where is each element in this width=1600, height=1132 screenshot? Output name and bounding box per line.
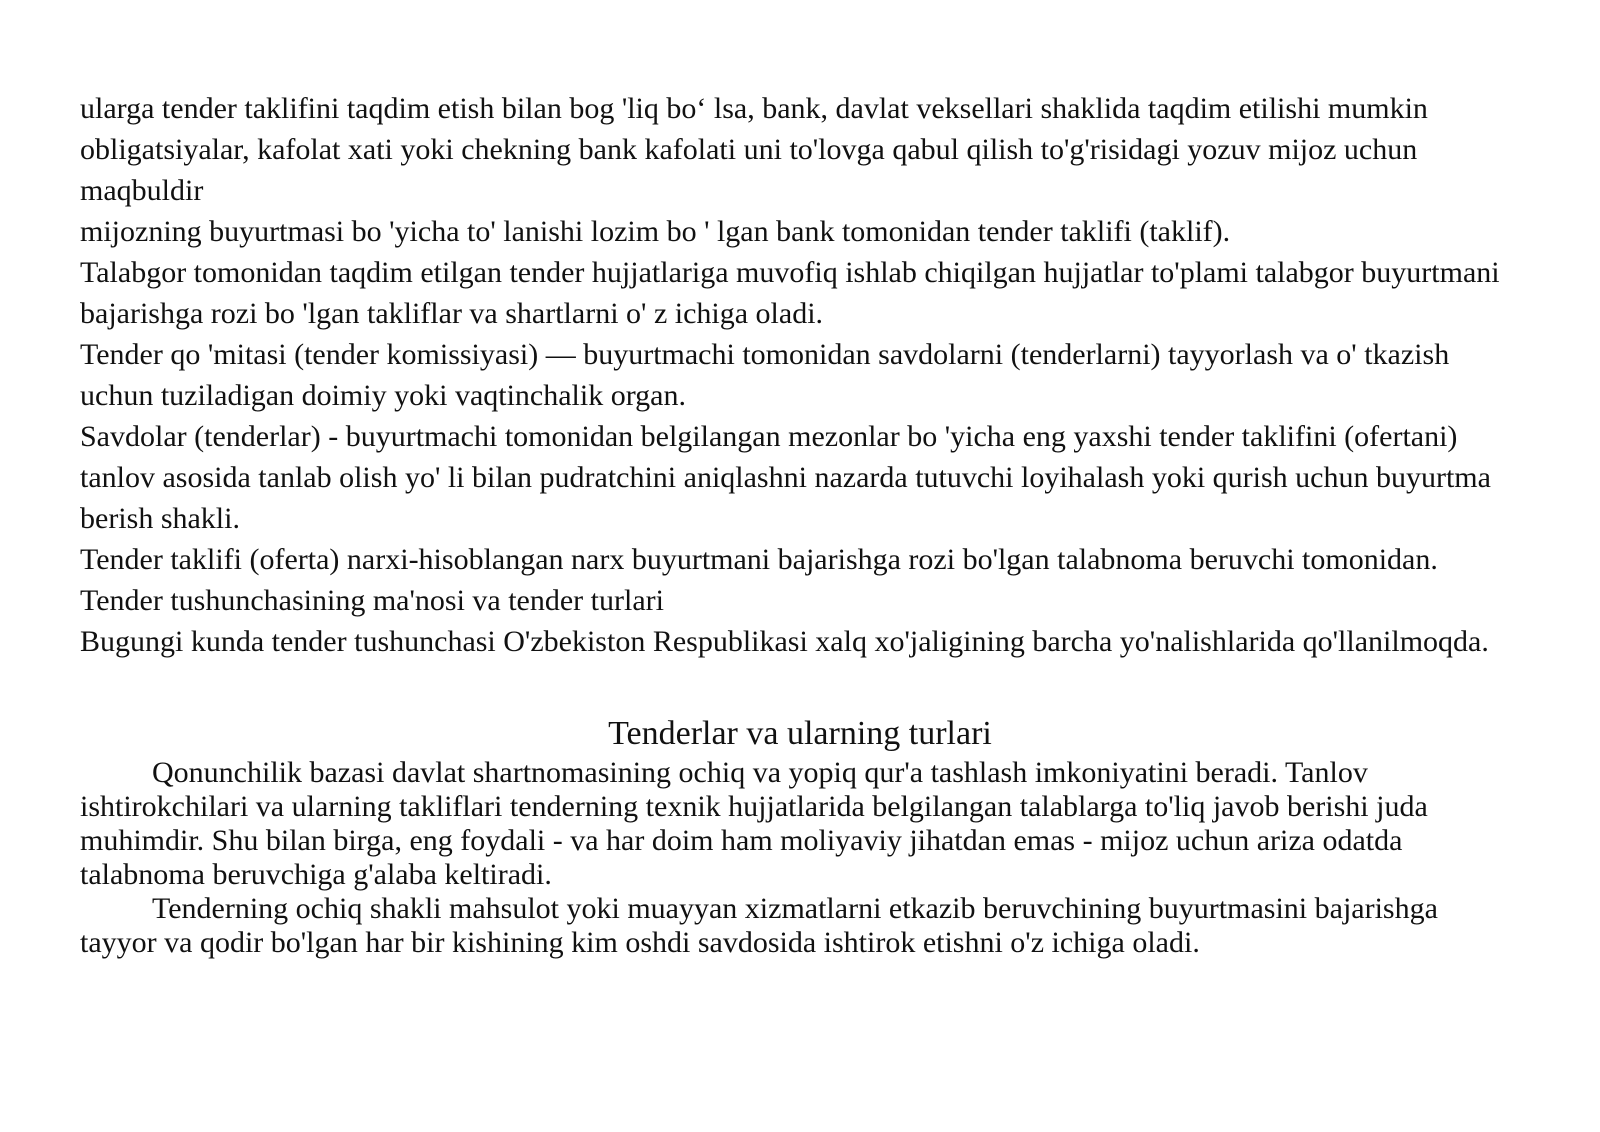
section-paragraph: Tenderning ochiq shakli mahsulot yoki muayyan xizmatlarni etkazib beruvchining buyurtmasini bajarishga tayyor va qodir bo'lgan har bir kishining kim oshdi savdosida ishtirok etishni o'z ichiga oladi. xyxy=(80,892,1438,959)
paragraph: Tender taklifi (oferta) narxi-hisoblangan narx buyurtmani bajarishga rozi bo'lgan talabnoma beruvchi tomonidan. xyxy=(80,543,1438,576)
paragraph: Talabgor tomonidan taqdim etilgan tender hujjatlariga muvofiq ishlab chiqilgan hujjatlar to'plami talabgor buyurtmani bajarishga rozi bo 'lgan takliflar va shartlarni o' z ichiga oladi. xyxy=(80,256,1500,330)
section-body xyxy=(80,756,1520,960)
paragraph: mijozning buyurtmasi bo 'yicha to' lanishi lozim bo ' lgan bank tomonidan tender taklifi (taklif). xyxy=(80,215,1231,248)
subheading-paragraph: Tender tushunchasining ma'nosi va tender turlari xyxy=(80,584,664,617)
paragraph: Savdolar (tenderlar) - buyurtmachi tomonidan belgilangan mezonlar bo 'yicha eng yaxshi tender taklifini (ofertani) tanlov asosida tanlab olish yo' li bilan pudratchini aniqlashni nazarda tutuvchi loyihalash yoki qurish uchun buyurtma berish shakli. xyxy=(80,420,1491,535)
definitions-block xyxy=(80,88,1520,662)
document-page xyxy=(80,88,1520,960)
section-title: Tenderlar va ularning turlari xyxy=(608,715,992,752)
paragraph: ularga tender taklifini taqdim etish bilan bog 'liq bo‘ lsa, bank, davlat veksellari shaklida taqdim etilishi mumkin obligatsiyalar, kafolat xati yoki chekning bank kafolati uni to'lovga qabul qilish to'g'risidagi yozuv mijoz uchun maqbuldir xyxy=(80,92,1428,207)
paragraph: Bugungi kunda tender tushunchasi O'zbekiston Respublikasi xalq xo'jaligining barcha yo'nalishlarida qo'llanilmoqda. xyxy=(80,625,1489,658)
paragraph: Tender qo 'mitasi (tender komissiyasi) — buyurtmachi tomonidan savdolarni (tenderlarni) tayyorlash va o' tkazish uchun tuziladigan doimiy yoki vaqtinchalik organ. xyxy=(80,338,1450,412)
section-paragraph: Qonunchilik bazasi davlat shartnomasining ochiq va yopiq qur'a tashlash imkoniyatini beradi. Tanlov ishtirokchilari va ularning takliflari tenderning texnik hujjatlarida belgilangan talablarga to'liq javob berishi juda muhimdir. Shu bilan birga, eng foydali - va har doim ham moliyaviy jihatdan emas - mijoz uchun ariza odatda talabnoma beruvchiga g'alaba keltiradi. xyxy=(80,756,1428,891)
